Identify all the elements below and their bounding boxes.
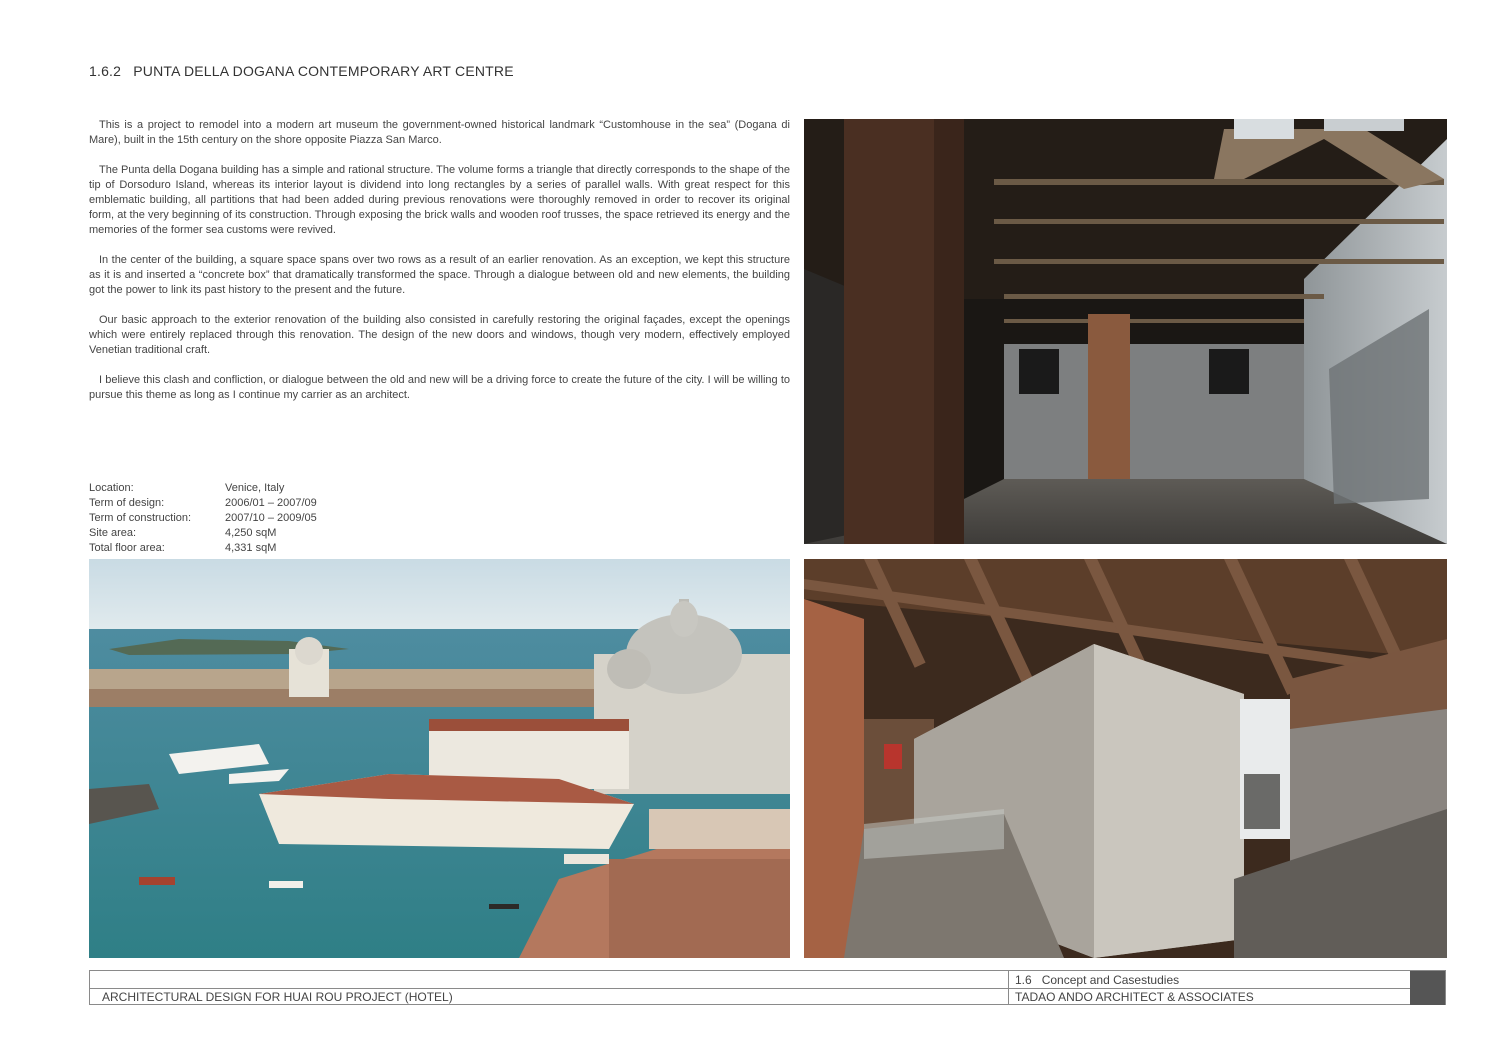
spec-value: 4,250 sqM — [225, 527, 277, 539]
paragraph: The Punta della Dogana building has a simple and rational structure. The volume forms a triangle that directly corresponds to the shape of the tip of Dorsoduro Island, whereas its interior layout is dividend into long rectangles by a series of parallel walls. With great respect for this emblematic building, all partitions that had been added during previous renovations were thoroughly removed in order to recover its original form, at the very beginning of its construction. Through exposing the brick walls and wooden roof trusses, the space retrieved its energy and the memories of the former sea customs were revived. — [89, 164, 790, 236]
project-specs — [89, 481, 317, 556]
spec-row — [89, 526, 317, 541]
venice-aerial-photo — [89, 559, 790, 958]
paragraph: This is a project to remodel into a modern art museum the government-owned historical landmark “Customhouse in the sea” (Dogana di Mare), built in the 15th century on the shore opposite Piazza San Marco. — [89, 119, 790, 146]
footer-project: ARCHITECTURAL DESIGN FOR HUAI ROU PROJECT (HOTEL) — [102, 990, 453, 1004]
footer-section-number: 1.6 — [1015, 973, 1032, 987]
paragraph: In the center of the building, a square space spans over two rows as a result of an earlier renovation. As an exception, we kept this structure as it is and inserted a “concrete box” that dramatically transformed the space. Through a dialogue between old and new elements, the building got the power to link its past history to the present and the future. — [89, 254, 790, 296]
spec-row — [89, 481, 317, 496]
footer-block — [1410, 971, 1445, 1005]
spec-label: Term of construction: — [89, 512, 192, 524]
spec-label: Location: — [89, 482, 134, 494]
spec-value: Venice, Italy — [225, 482, 285, 494]
section-number: 1.6.2 — [89, 63, 122, 79]
spec-label: Term of design: — [89, 497, 165, 509]
spec-row — [89, 511, 317, 526]
paragraph: Our basic approach to the exterior renovation of the building also consisted in carefully restoring the original façades, except the openings which were entirely replaced through this renovation. The design of the new doors and windows, though very modern, effectively employed Venetian traditional craft. — [89, 314, 790, 356]
page-footer — [89, 970, 1446, 1005]
spec-row — [89, 541, 317, 556]
footer-divider — [1008, 971, 1009, 1005]
spec-label: Site area: — [89, 527, 137, 539]
concrete-box-photo — [804, 559, 1447, 958]
footer-rule — [90, 988, 1412, 989]
paragraph: I believe this clash and confliction, or dialogue between the old and new will be a driving force to create the future of the city. I will be willing to pursue this theme as long as I continue my carrier as an architect. — [89, 374, 790, 401]
footer-section — [1015, 973, 1179, 987]
page-title — [89, 63, 514, 79]
spec-value: 2006/01 – 2007/09 — [225, 497, 317, 509]
project-title: PUNTA DELLA DOGANA CONTEMPORARY ART CENTRE — [133, 63, 514, 79]
spec-label: Total floor area: — [89, 542, 165, 554]
spec-row — [89, 496, 317, 511]
footer-firm: TADAO ANDO ARCHITECT & ASSOCIATES — [1015, 990, 1254, 1004]
spec-value: 4,331 sqM — [225, 542, 277, 554]
description — [89, 118, 790, 418]
spec-value: 2007/10 – 2009/05 — [225, 512, 317, 524]
footer-section-title: Concept and Casestudies — [1041, 973, 1180, 987]
interior-hall-photo — [804, 119, 1447, 544]
